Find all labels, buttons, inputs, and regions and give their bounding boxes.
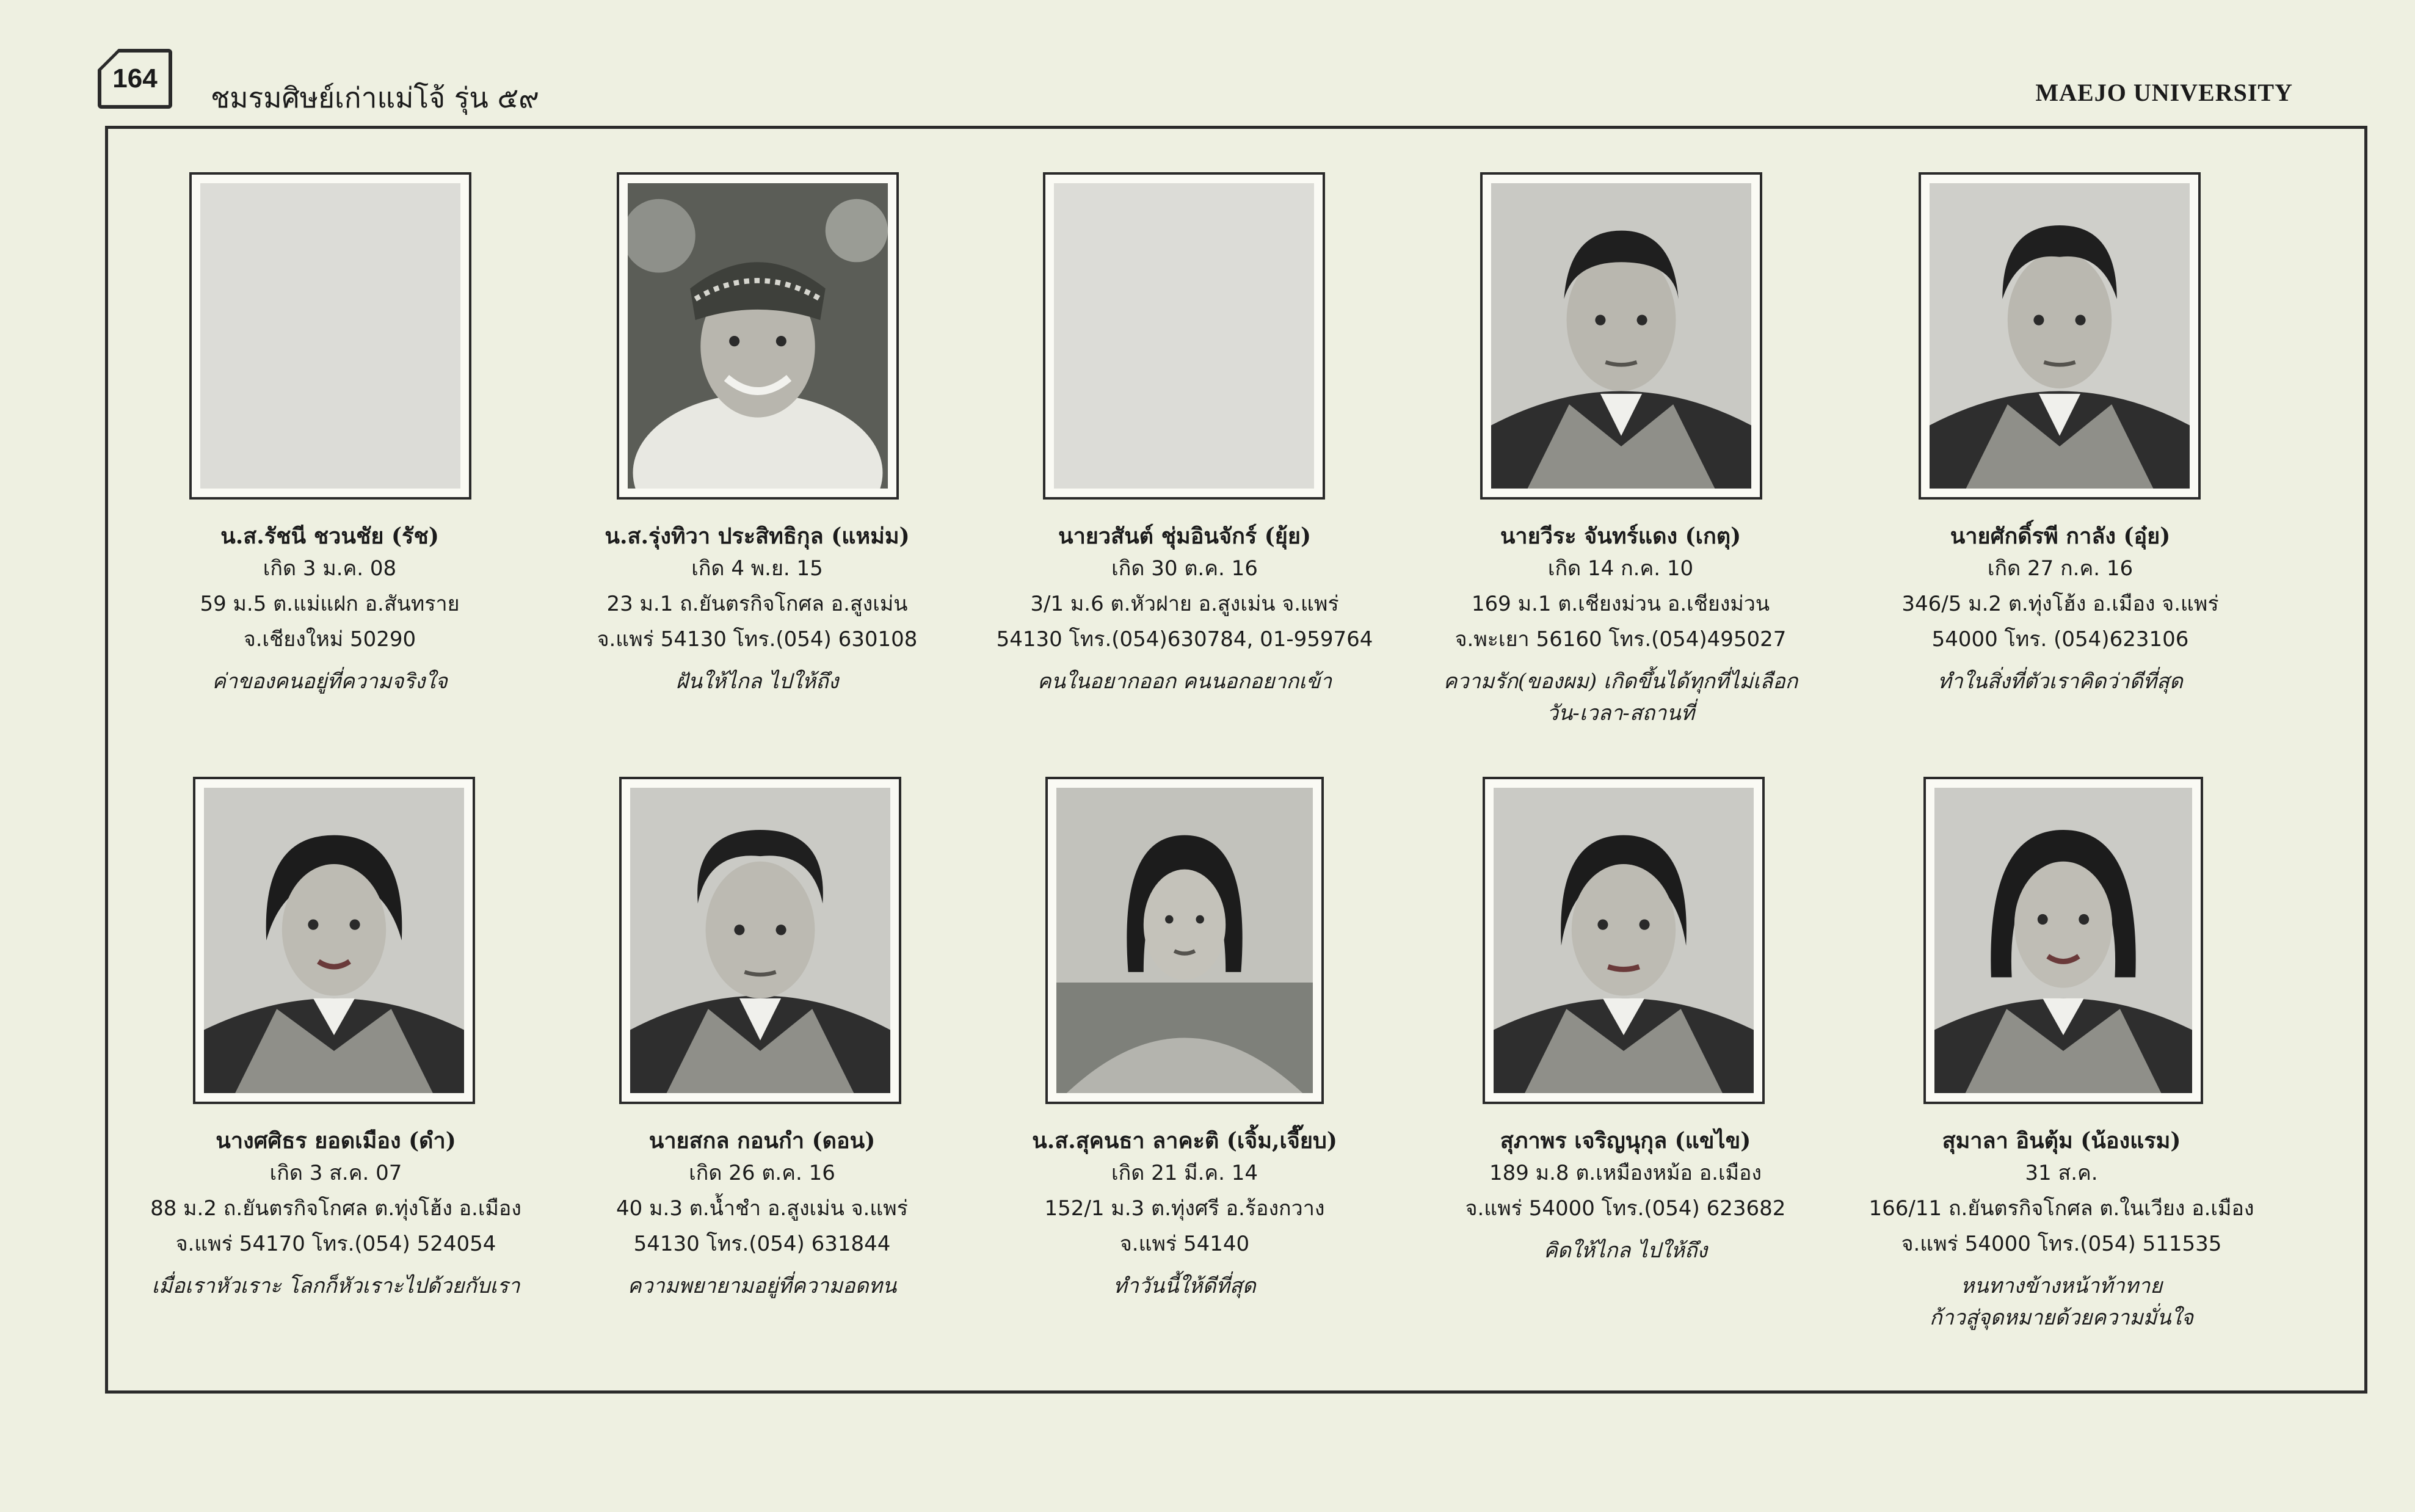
member-address-line: จ.พะเยา 56160 โทร.(054)495027: [1454, 627, 1787, 652]
member-photo: [1483, 777, 1765, 1104]
member-address-line: 169 ม.1 ต.เชียงม่วน อ.เชียงม่วน: [1471, 592, 1770, 616]
portrait-woman-headscarf: [628, 183, 888, 489]
member-birth: เกิด 21 มี.ค. 14: [1111, 1161, 1258, 1185]
member-photo: [617, 172, 899, 500]
member-address-line: จ.แพร่ 54140: [1119, 1232, 1250, 1256]
member-name: สุมาลา อินตุ้ม (น้องแรม): [1942, 1128, 2181, 1154]
portrait-man-graduation: [1930, 183, 2190, 489]
member-address-line: 189 ม.8 ต.เหมืองหม้อ อ.เมือง: [1489, 1161, 1762, 1185]
member-motto: คิดให้ไกล ไปให้ถึง: [1543, 1238, 1708, 1263]
member-address-line: 88 ม.2 ถ.ยันตรกิจโกศล ต.ทุ่งโฮ้ง อ.เมือง: [150, 1196, 521, 1221]
member-photo: [619, 777, 901, 1104]
member-motto: ความพยายามอยู่ที่ความอดทน: [627, 1274, 897, 1298]
member-photo-blank: [189, 172, 471, 500]
member-address-line: จ.แพร่ 54170 โทร.(054) 524054: [175, 1232, 496, 1256]
member-address-line: 40 ม.3 ต.น้ำชำ อ.สูงเม่น จ.แพร่: [616, 1196, 908, 1221]
member-birth: เกิด 3 ม.ค. 08: [263, 556, 397, 581]
member-motto: ค่าของคนอยู่ที่ความจริงใจ: [212, 669, 448, 694]
member-address-line: 166/11 ถ.ยันตรกิจโกศล ต.ในเวียง อ.เมือง: [1868, 1196, 2254, 1221]
member-address-line: จ.แพร่ 54000 โทร.(054) 511535: [1901, 1232, 2222, 1256]
member-photo-blank: [1043, 172, 1325, 500]
member-address-line: จ.เชียงใหม่ 50290: [243, 627, 416, 652]
club-title: ชมรมศิษย์เก่าแม่โจ้ รุ่น ๕๙: [211, 81, 539, 114]
portrait-man-graduation: [630, 788, 890, 1093]
member-name: น.ส.รัชนี ชวนชัย (รัช): [220, 523, 439, 549]
member-birth: เกิด 30 ต.ค. 16: [1111, 556, 1258, 581]
member-name: นายวสันต์ ชุ่มอินจักร์ (ยุ้ย): [1058, 523, 1312, 549]
member-birth: 31 ส.ค.: [2025, 1161, 2098, 1185]
member-motto: เมื่อเราหัวเราะ โลกก็หัวเราะไปด้วยกับเรา: [151, 1274, 520, 1298]
member-motto: คนในอยากออก คนนอกอยากเข้า: [1037, 669, 1332, 694]
member-address-line: 54130 โทร.(054)630784, 01-959764: [996, 627, 1373, 652]
page-number: 164: [112, 64, 158, 93]
member-birth: เกิด 26 ต.ค. 16: [689, 1161, 835, 1185]
member-address-line: 54130 โทร.(054) 631844: [633, 1232, 891, 1256]
member-name: นายวีระ จันทร์แดง (เกตุ): [1500, 523, 1741, 549]
member-name: สุภาพร เจริญนุกุล (แขไข): [1500, 1128, 1751, 1154]
member-photo: [1923, 777, 2203, 1104]
portrait-man-graduation: [1491, 183, 1751, 489]
member-motto: ฝันให้ไกล ไปให้ถึง: [675, 669, 839, 694]
member-address-line: จ.แพร่ 54000 โทร.(054) 623682: [1465, 1196, 1786, 1221]
member-photo: [1919, 172, 2201, 500]
member-photo: [1480, 172, 1762, 500]
portrait-woman-graduation: [204, 788, 464, 1093]
university-name: MAEJO UNIVERSITY: [2035, 79, 2293, 106]
member-birth: เกิด 4 พ.ย. 15: [691, 556, 823, 581]
member-birth: เกิด 3 ส.ค. 07: [269, 1161, 402, 1185]
member-photo: [193, 777, 475, 1104]
member-name: นายศักดิ์รพี กาลัง (อุ๋ย): [1950, 523, 2171, 549]
member-address-line: จ.แพร่ 54130 โทร.(054) 630108: [597, 627, 918, 652]
member-photo: [1045, 777, 1324, 1104]
member-address-line: 152/1 ม.3 ต.ทุ่งศรี อ.ร้องกวาง: [1044, 1196, 1325, 1221]
member-address-line: 346/5 ม.2 ต.ทุ่งโฮ้ง อ.เมือง จ.แพร่: [1901, 592, 2219, 616]
member-address-line: 23 ม.1 ถ.ยันตรกิจโกศล อ.สูงเม่น: [606, 592, 908, 616]
member-birth: เกิด 14 ก.ค. 10: [1547, 556, 1694, 581]
member-address-line: 3/1 ม.6 ต.หัวฝาย อ.สูงเม่น จ.แพร่: [1030, 592, 1339, 616]
portrait-woman-graduation: [1494, 788, 1754, 1093]
member-name: นางศศิธร ยอดเมือง (ดำ): [216, 1128, 456, 1154]
member-address-line: 54000 โทร. (054)623106: [1931, 627, 2189, 652]
member-name: น.ส.สุคนธา ลาคะติ (เจิ้ม,เจี๊ยบ): [1032, 1128, 1337, 1154]
member-motto: ก้าวสู่จุดหมายด้วยความมั่นใจ: [1930, 1306, 2193, 1330]
portrait-woman-graduation: [1934, 788, 2192, 1093]
member-address-line: 59 ม.5 ต.แม่แฝก อ.สันทราย: [200, 592, 460, 616]
member-motto: ทำวันนี้ให้ดีที่สุด: [1113, 1274, 1256, 1298]
member-motto: วัน-เวลา-สถานที่: [1546, 701, 1695, 725]
portrait-woman-casual: [1056, 788, 1313, 1093]
member-motto: หนทางข้างหน้าท้าทาย: [1960, 1274, 2163, 1298]
member-name: นายสกล กอนกำ (ดอน): [648, 1128, 876, 1154]
page-number-tab: [98, 49, 172, 109]
member-motto: ความรัก(ของผม) เกิดขึ้นได้ทุกที่ไม่เลือก: [1443, 669, 1798, 694]
member-birth: เกิด 27 ก.ค. 16: [1987, 556, 2134, 581]
member-name: น.ส.รุ่งทิวา ประสิทธิกุล (แหม่ม): [605, 523, 910, 549]
member-motto: ทำในสิ่งที่ตัวเราคิดว่าดีที่สุด: [1937, 669, 2183, 694]
